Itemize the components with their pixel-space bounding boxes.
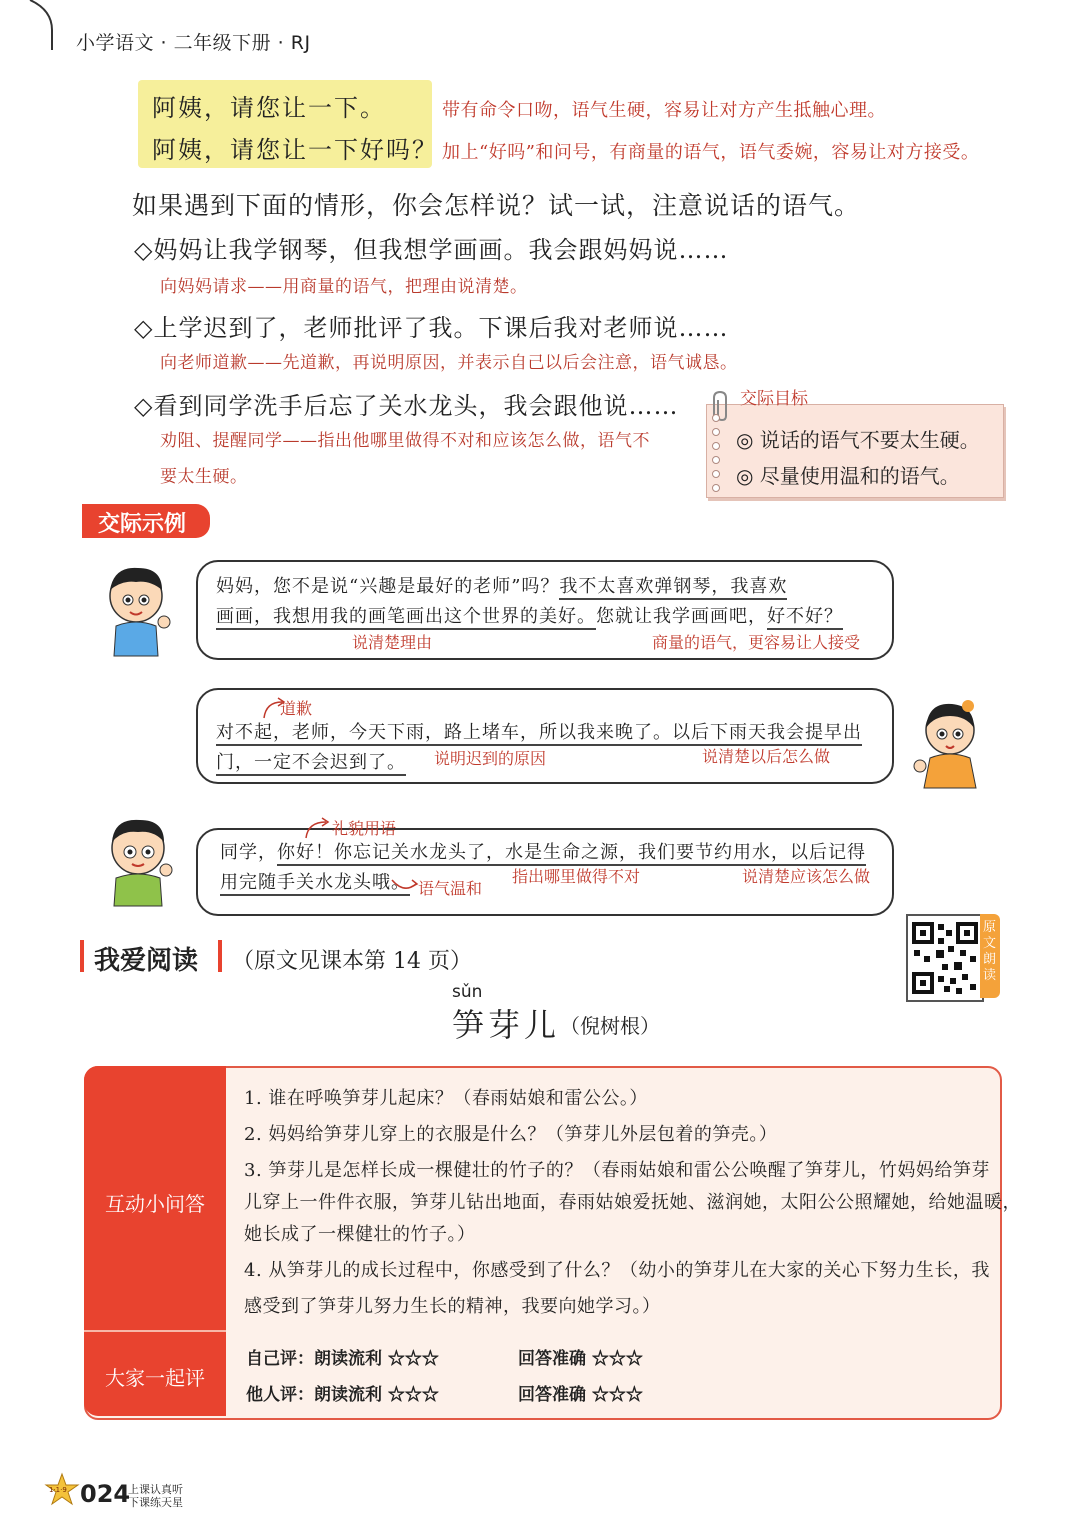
qr-tag-label: 原文朗读 [983, 920, 997, 983]
dialog3-tag: 礼貌用语 [332, 819, 397, 838]
qa-line-5: 她长成了一棵健壮的竹子。） [244, 1224, 476, 1245]
star-logo-number: 1·1·9 [49, 1486, 67, 1494]
dialog2-tag: 道歉 [280, 699, 313, 718]
situation-3-note-line1: 劝阻、提醒同学——指出他哪里做得不对和应该怎么做，语气不 [160, 431, 650, 451]
reading-bar-left [80, 940, 84, 972]
qa-line-3: 3. 笋芽儿是怎样长成一棵健壮的竹子的？（春雨姑娘和雷公公唤醒了笋芽儿，竹妈妈给笋芽 [244, 1160, 990, 1181]
dialog1-line2-c: 好不好？ [767, 606, 843, 630]
dialog3-line2 [220, 868, 410, 894]
goal-item-2: ◎ 尽量使用温和的语气。 [736, 464, 960, 488]
dialog3-note-b: 指出哪里做得不对 [512, 867, 641, 886]
example-sentence-2: 阿姨，请您让一下好吗？ [152, 136, 438, 164]
example-note-1: 带有命令口吻，语气生硬，容易让对方产生抵触心理。 [442, 100, 886, 121]
dialog1-note-a: 说清楚理由 [352, 633, 433, 652]
situation-1: ◇妈妈让我学钢琴，但我想学画画。我会跟妈妈说…… [134, 236, 729, 264]
dialog3-line1-d: 以后记得 [790, 842, 866, 866]
qa-side-label: 互动小问答 [105, 1192, 205, 1216]
dialog1-line2-b: 您就让我学画画吧， [596, 606, 767, 627]
page-number: 024 [80, 1480, 131, 1508]
dialog2-line1 [216, 718, 862, 744]
reading-label: 我爱阅读 [94, 946, 199, 976]
qa-line-1: 1. 谁在呼唤笋芽儿起床？（春雨姑娘和雷公公。） [244, 1088, 648, 1109]
situation-2-note: 向老师道歉——先道歉，再说明原因，并表示自己以后会注意，语气诚恳。 [160, 353, 738, 373]
goal-title: 交际目标 [740, 389, 808, 409]
goal-item-1: ◎ 说话的语气不要太生硬。 [736, 428, 980, 452]
peer-eval-answer: 回答准确 ☆☆☆ [518, 1385, 643, 1405]
self-eval-reading: 自己评：朗读流利 ☆☆☆ [246, 1349, 439, 1369]
eval-side-label: 大家一起评 [105, 1366, 205, 1390]
example-note-2: 加上“好吗”和问号，有商量的语气，语气委婉，容易让对方接受。 [442, 142, 980, 163]
dialog2-line1-b: 老师，今天下雨，路上堵车，所以我来晚了。 [292, 722, 672, 746]
qa-line-7: 感受到了笋芽儿努力生长的精神，我要向她学习。） [244, 1296, 661, 1317]
card-holes [712, 414, 720, 498]
paperclip-icon [704, 390, 740, 426]
dialog1-line2-a: 画画，我想用我的画笔画出这个世界的美好。 [216, 606, 596, 630]
qa-line-2: 2. 妈妈给笋芽儿穿上的衣服是什么？（笋芽儿外层包着的笋壳。） [244, 1124, 778, 1145]
corner-decoration [0, 0, 60, 50]
dialog2-line2 [216, 748, 406, 774]
dialog3-line1-c: 你忘记关水龙头了，水是生命之源，我们要节约用水， [334, 842, 790, 866]
qr-code-icon[interactable] [906, 914, 984, 1002]
curved-arrow-icon [390, 874, 420, 894]
situation-1-note: 向妈妈请求——用商量的语气，把理由说清楚。 [160, 277, 528, 297]
dialog1-line2 [216, 602, 843, 628]
situation-3: ◇看到同学洗手后忘了关水龙头，我会跟他说…… [134, 392, 679, 420]
situation-2: ◇上学迟到了，老师批评了我。下课后我对老师说…… [134, 314, 729, 342]
dialog3-line1-a: 同学， [220, 842, 277, 863]
dialog3-line1-b: 你好！ [277, 842, 334, 866]
text-title: 笋芽儿 [452, 1006, 561, 1044]
footer-slogan [128, 1483, 183, 1509]
girl-avatar [906, 692, 986, 792]
dialog2-line1-c: 以后下雨天我会提早出 [672, 722, 862, 746]
self-eval-answer: 回答准确 ☆☆☆ [518, 1349, 643, 1369]
footer-slogan-line1: 上课认真听 [128, 1483, 183, 1496]
dialog3-note-a: 语气温和 [418, 879, 483, 898]
prompt-text: 如果遇到下面的情形，你会怎样说？试一试，注意说话的语气。 [132, 191, 861, 220]
dialog2-note-a: 说明迟到的原因 [434, 749, 547, 768]
dialog3-line2-a: 用完随手关水龙头哦。 [220, 872, 410, 896]
dialog2-note-b: 说清楚以后怎么做 [702, 747, 831, 766]
qa-line-4: 儿穿上一件件衣服，笋芽儿钻出地面，春雨姑娘爱抚她、滋润她，太阳公公照耀她，给她温暖， [244, 1192, 1021, 1213]
example-sentence-1: 阿姨，请您让一下。 [152, 94, 386, 122]
peer-eval-reading: 他人评：朗读流利 ☆☆☆ [246, 1385, 439, 1405]
dialog1-line1 [216, 572, 787, 598]
reading-bar-right [218, 940, 222, 972]
curved-arrow-icon [304, 814, 330, 840]
footer-slogan-line2: 下课练天星 [128, 1496, 183, 1509]
dialog1-line1-b: 我不太喜欢弹钢琴，我喜欢 [559, 576, 787, 600]
dialog2-line2-a: 门，一定不会迟到了。 [216, 752, 406, 776]
boy-avatar-2 [100, 810, 180, 910]
book-header: 小学语文 · 二年级下册 · RJ [76, 32, 311, 54]
qa-line-6: 4. 从笋芽儿的成长过程中，你感受到了什么？（幼小的笋芽儿在大家的关心下努力生长，我 [244, 1260, 990, 1281]
dialog3-note-c: 说清楚应该怎么做 [742, 867, 871, 886]
situation-3-note-line2: 要太生硬。 [160, 467, 248, 487]
title-pinyin: sǔn [452, 982, 483, 1002]
dialog2-line1-a: 对不起， [216, 722, 292, 746]
dialog1-note-b: 商量的语气，更容易让人接受 [652, 633, 861, 652]
section-badge-label: 交际示例 [98, 512, 187, 537]
text-author: （倪树根） [560, 1014, 660, 1038]
dialog3-line1 [220, 838, 866, 864]
boy-avatar-1 [100, 560, 180, 660]
reading-reference: （原文见课本第 14 页） [232, 949, 472, 974]
dialog1-line1-a: 妈妈，您不是说“兴趣是最好的老师”吗？ [216, 576, 560, 597]
qa-sidebar-divider [84, 1330, 226, 1332]
